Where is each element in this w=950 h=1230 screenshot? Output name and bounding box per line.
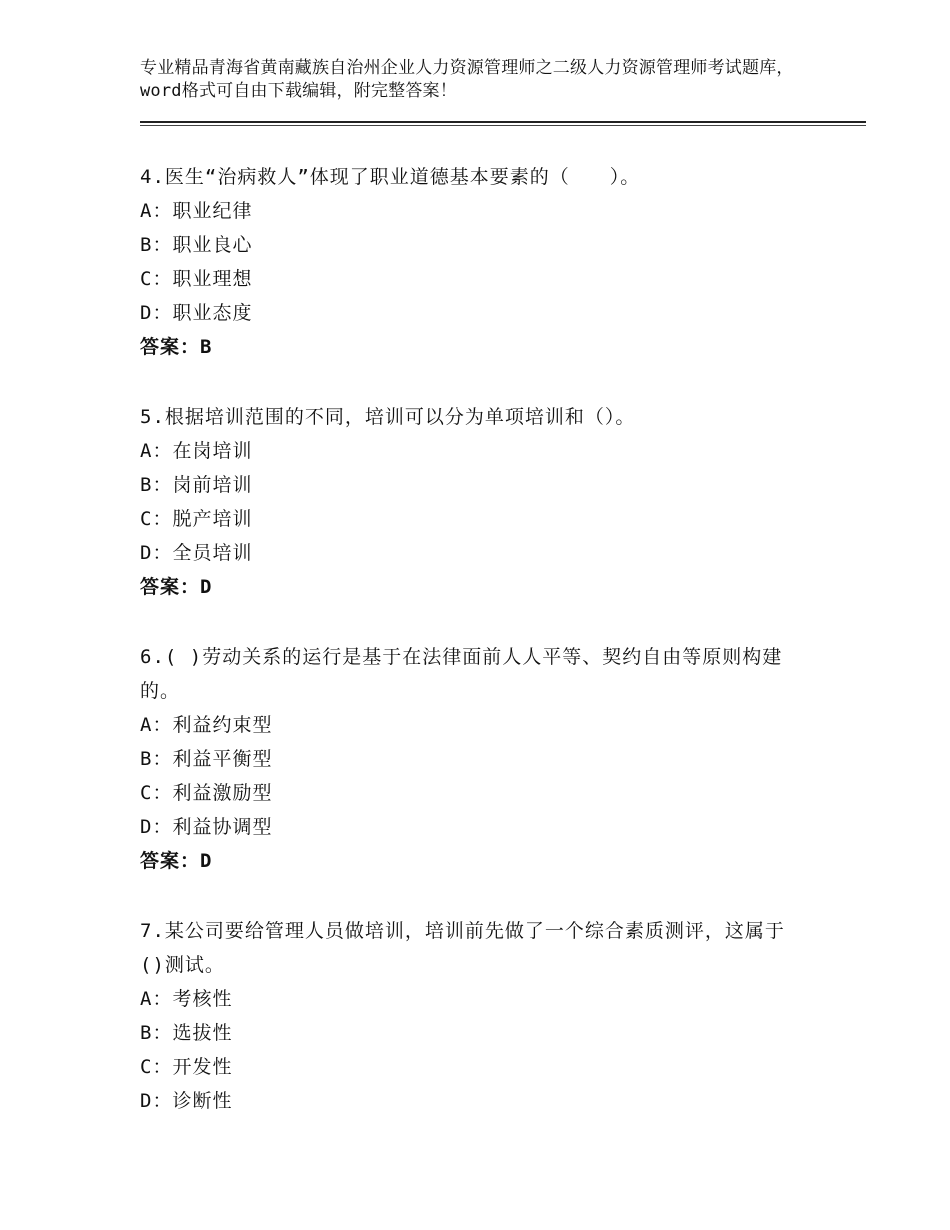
option-c: C：利益激励型 xyxy=(140,782,273,804)
option-c: C：职业理想 xyxy=(140,268,253,290)
option-d: D：全员培训 xyxy=(140,542,253,564)
option-a: A：职业纪律 xyxy=(140,200,253,222)
question-6 xyxy=(140,640,840,878)
option-b: B：岗前培训 xyxy=(140,474,253,496)
question-7 xyxy=(140,914,840,1118)
question-text: 5.根据培训范围的不同，培训可以分为单项培训和（）。 xyxy=(140,406,636,428)
question-text: 7.某公司要给管理人员做培训，培训前先做了一个综合素质测评，这属于()测试。 xyxy=(140,920,785,976)
option-b: B：利益平衡型 xyxy=(140,748,273,770)
option-d: D：职业态度 xyxy=(140,302,253,324)
question-text: 4.医生“治病救人”体现了职业道德基本要素的（ ）。 xyxy=(140,166,641,188)
header-divider-thin xyxy=(140,125,866,126)
option-b: B：选拔性 xyxy=(140,1022,233,1044)
option-c: C：脱产培训 xyxy=(140,508,253,530)
option-a: A：考核性 xyxy=(140,988,233,1010)
question-5 xyxy=(140,400,840,604)
option-b: B：职业良心 xyxy=(140,234,253,256)
answer-label: 答案：D xyxy=(140,576,213,598)
option-c: C：开发性 xyxy=(140,1056,233,1078)
question-text: 6.( )劳动关系的运行是基于在法律面前人人平等、契约自由等原则构建的。 xyxy=(140,646,783,702)
option-a: A：在岗培训 xyxy=(140,440,253,462)
answer-label: 答案：B xyxy=(140,336,213,358)
option-d: D：利益协调型 xyxy=(140,816,273,838)
header-divider-thick xyxy=(140,121,866,123)
page-header: 专业精品青海省黄南藏族自治州企业人力资源管理师之二级人力资源管理师考试题库，word格式可自由下载编辑，附完整答案！ xyxy=(140,58,794,101)
answer-label: 答案：D xyxy=(140,850,213,872)
question-list xyxy=(140,160,840,1154)
option-a: A：利益约束型 xyxy=(140,714,273,736)
question-4 xyxy=(140,160,840,364)
option-d: D：诊断性 xyxy=(140,1090,233,1112)
